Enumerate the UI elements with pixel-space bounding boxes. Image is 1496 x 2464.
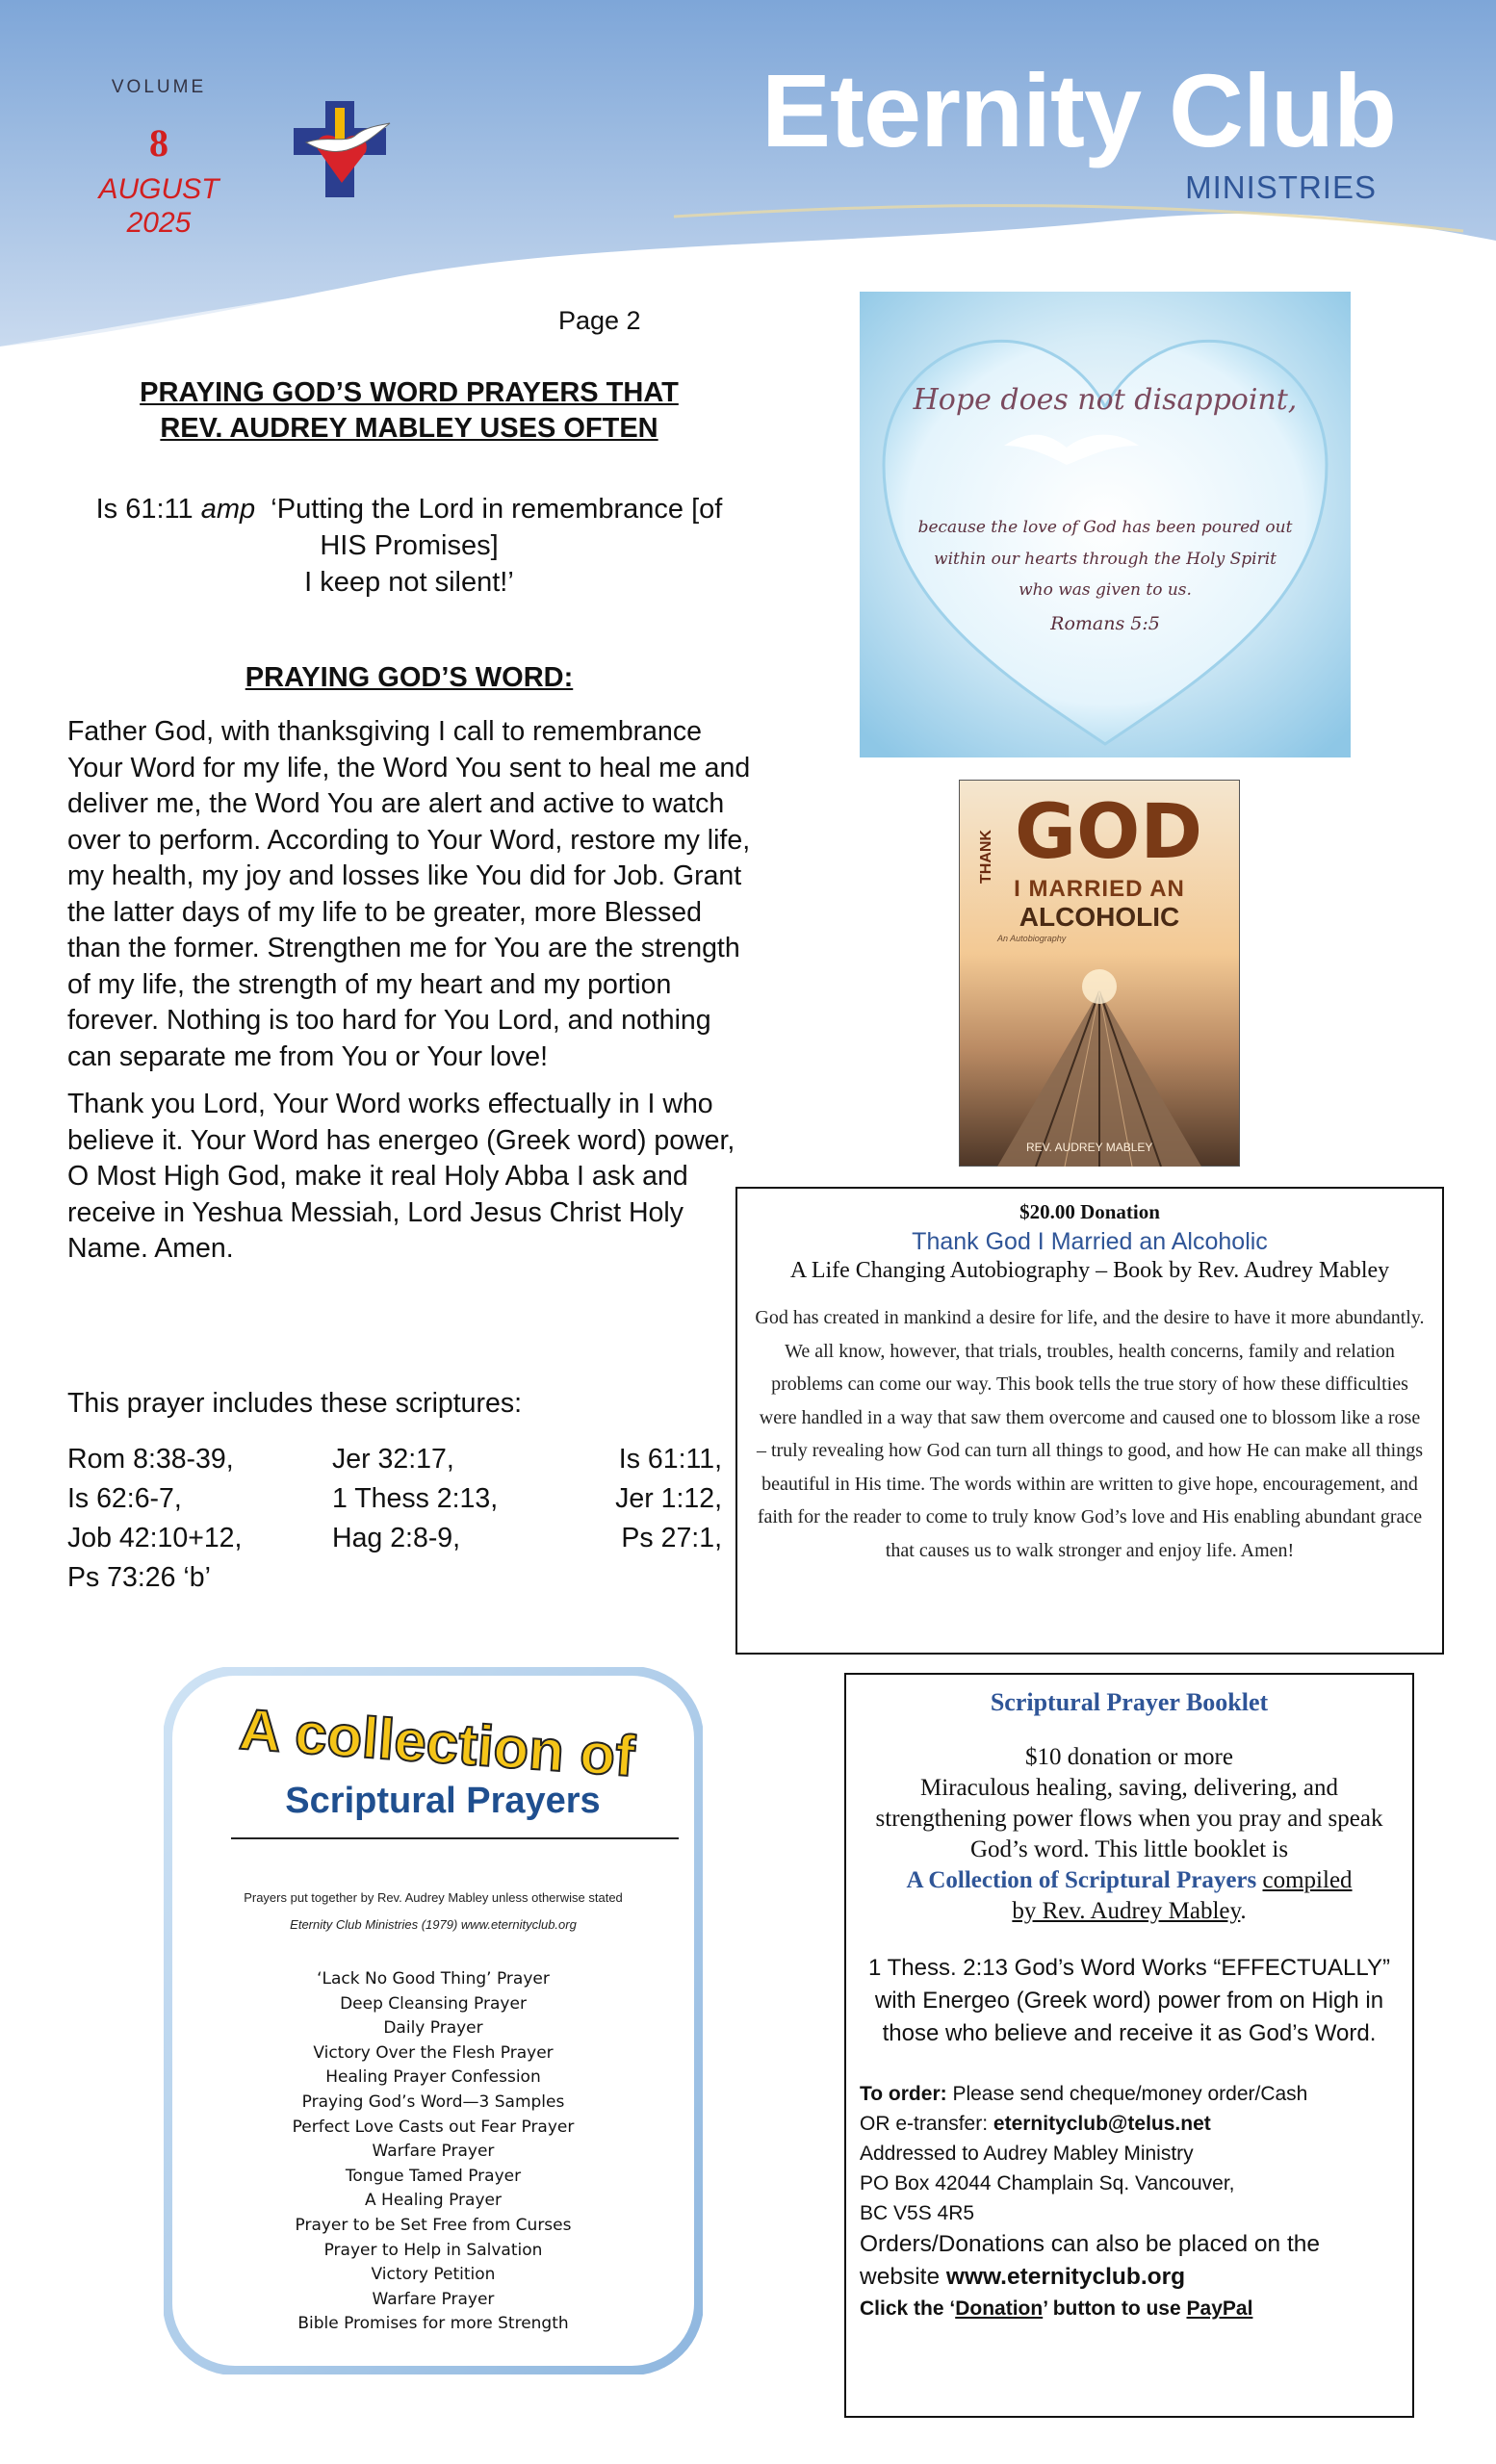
booklet-author: by Rev. Audrey Mabley: [1012, 1898, 1241, 1924]
booklet-by-line: by Rev. Audrey Mabley.: [1012, 1898, 1247, 1924]
donation-description: God has created in mankind a desire for life, and the desire to have it more abundantly. We all know, however, that trials, troubles, health concerns, family and relation problems can come our way. This book tells the true story of how these difficulties were handled in a way that saw them overcome and caused one to blossom like a rose – truly revealing how God can turn all things to good, and how He can make all things beautiful in His time. The words within are written to give hope, encouragement, and faith for the reader to come to truly know God’s love and His enabling abundant grace that causes us to walk stronger and enjoy life. Amen!: [755, 1307, 1425, 1561]
prayer-paragraph-2: Thank you Lord, Your Word works effectually in I who believe it. Your Word has energeo (Greek word) power, O Most High God, make it real Holy Abba I ask and receive in Yeshua Messiah, Lord Jesus Christ Holy Name. Amen.: [67, 1089, 735, 1264]
scripture-ref: Jer 1:12,: [615, 1482, 722, 1514]
prayer-list-item: Warfare Prayer: [372, 2142, 495, 2162]
collection-prayer-list: [193, 1967, 674, 2337]
booklet-verse: 1 Thess. 2:13 God’s Word Works “EFFECTUALLY” with Energeo (Greek word) power from on High in those who believe and receive it as God’s Word.: [868, 1955, 1390, 2046]
heart-line-5: Romans 5:5: [1050, 613, 1160, 634]
book-alcoholic: ALCOHOLIC: [1019, 902, 1180, 932]
order-po-box: PO Box 42044 Champlain Sq. Vancouver,: [860, 2172, 1235, 2194]
donation-book-title: Thank God I Married an Alcoholic: [912, 1228, 1268, 1255]
book-cover-image: [959, 780, 1240, 1167]
opening-verse: [67, 491, 751, 601]
booklet-book-name: A Collection of Scriptural Prayers: [906, 1867, 1257, 1893]
prayer-list-item: Victory Over the Flesh Prayer: [313, 2042, 554, 2063]
verse-line-1: [67, 491, 751, 527]
collection-title-top: A collection of: [237, 1696, 637, 1789]
scriptural-prayers-collection-image: [164, 1667, 703, 2374]
booklet-title: Scriptural Prayer Booklet: [990, 1688, 1269, 1716]
order-text: Please send cheque/money order/Cash: [952, 2083, 1308, 2105]
book-married: I MARRIED AN: [1014, 876, 1185, 902]
booklet-desc-text: Miraculous healing, saving, delivering, and strengthening power flows when you pray and speak God’s word. This little booklet is: [875, 1775, 1383, 1862]
cross-dove-logo-icon: [289, 96, 395, 202]
page-number: Page 2: [558, 306, 641, 335]
prayer-list-item: A Healing Prayer: [365, 2191, 502, 2211]
collection-title-bottom: Scriptural Prayers: [285, 1781, 601, 1821]
prayer-list-item: ‘Lack No Good Thing’ Prayer: [317, 1969, 550, 1989]
scripture-list: [67, 1440, 751, 1598]
scripture-ref: [332, 1558, 597, 1598]
heart-line-3: within our hearts through the Holy Spirit: [934, 550, 1277, 569]
newsletter-title: Eternity Club: [761, 52, 1396, 168]
prayer-list-item: Prayer to be Set Free from Curses: [295, 2215, 572, 2235]
booklet-name-line: [865, 1865, 1393, 1896]
order-addressed: Addressed to Audrey Mabley Ministry: [860, 2143, 1194, 2165]
scripture-ref: Is 61:11,: [618, 1443, 722, 1475]
heart-line-4: who was given to us.: [1019, 580, 1192, 600]
collection-credit-2: Eternity Club Ministries (1979) www.eternityclub.org: [290, 1917, 577, 1932]
scripture-ref: Jer 32:17,: [332, 1443, 454, 1475]
paypal-link[interactable]: PayPal: [1186, 2297, 1253, 2320]
prayer-list-item: Perfect Love Casts out Fear Prayer: [292, 2117, 575, 2137]
scripture-ref: Ps 73:26 ‘b’: [67, 1561, 211, 1593]
heart-line-1: Hope does not disappoint,: [913, 383, 1298, 417]
website-link[interactable]: www.eternityclub.org: [945, 2264, 1186, 2290]
prayer-list-item: Warfare Prayer: [372, 2289, 495, 2309]
collection-credit-1: Prayers put together by Rev. Audrey Mabley unless otherwise stated: [244, 1890, 623, 1905]
prayer-list-item: Tongue Tamed Prayer: [345, 2166, 522, 2186]
website-prefix: website: [860, 2264, 941, 2290]
issue-month: AUGUST: [98, 173, 219, 205]
hope-heart-image: [860, 292, 1351, 757]
heading-line-1: PRAYING GOD’S WORD PRAYERS THAT: [140, 377, 679, 408]
booklet-description: [865, 1742, 1393, 1927]
book-donation-box: [735, 1187, 1444, 1655]
scripture-ref: Is 62:6-7,: [67, 1482, 182, 1514]
scripture-ref: [597, 1558, 722, 1598]
scripture-ref: Job 42:10+12,: [67, 1522, 243, 1553]
online-text: Orders/Donations can also be placed on the: [860, 2231, 1321, 2257]
book-author: REV. AUDREY MABLEY: [1026, 1141, 1153, 1154]
scripture-ref: 1 Thess 2:13,: [332, 1482, 499, 1514]
praying-gods-word-heading: PRAYING GOD’S WORD:: [245, 662, 574, 693]
order-email-link[interactable]: eternityclub@telus.net: [993, 2113, 1211, 2135]
main-heading: [67, 375, 751, 447]
verse-ref: Is 61:11: [95, 494, 193, 525]
verse-line-2: HIS Promises]: [320, 530, 499, 561]
prayer-list-item: Prayer to Help in Salvation: [323, 2240, 543, 2260]
booklet-order-info: [860, 2079, 1399, 2323]
prayer-list-item: Praying God’s Word—3 Samples: [301, 2092, 565, 2112]
newsletter-subtitle: MINISTRIES: [1185, 169, 1377, 205]
booklet-compiled: compiled: [1262, 1867, 1353, 1893]
verse-line-1-rest: ‘Putting the Lord in remembrance [of: [271, 494, 723, 525]
order-label: To order:: [860, 2083, 947, 2105]
prayer-list-item: Daily Prayer: [383, 2018, 483, 2039]
scripture-ref: Ps 27:1,: [621, 1522, 722, 1553]
scripture-ref: Hag 2:8-9,: [332, 1522, 461, 1553]
issue-year: 2025: [126, 207, 192, 239]
book-thank: THANK: [978, 830, 994, 884]
book-god: GOD: [1015, 789, 1203, 876]
donation-book-subtitle: A Life Changing Autobiography – Book by Rev. Audrey Mabley: [789, 1258, 1390, 1283]
donation-button-link[interactable]: Donation: [955, 2297, 1044, 2320]
prayer-paragraph-1: Father God, with thanksgiving I call to remembrance Your Word for my life, the Word You sent to heal me and deliver me, the Word You are alert and active to watch over to perform. According to Your Word, restore my life, my health, my joy and losses like You did for Job. Grant the latter days of my life to be greater, more Blessed than the former. Strengthen me for You are the strength of my life, the strength of my heart and my portion forever. Nothing is too hard for You Lord, and nothing can separate me from You or Your love!: [67, 716, 751, 1072]
verse-line-3: I keep not silent!’: [304, 567, 514, 598]
etransfer-prefix: OR e-transfer:: [860, 2113, 989, 2135]
volume-number: 8: [149, 121, 168, 165]
scripture-intro: This prayer includes these scriptures:: [67, 1388, 523, 1419]
scripture-ref: Rom 8:38-39,: [67, 1443, 234, 1475]
donation-price: $20.00 Donation: [1019, 1200, 1160, 1223]
click-mid: ’ button to use: [1043, 2297, 1181, 2320]
order-postal: BC V5S 4R5: [860, 2202, 975, 2224]
heading-line-2: REV. AUDREY MABLEY USES OFTEN: [160, 413, 658, 444]
prayer-list-item: Deep Cleansing Prayer: [340, 1993, 527, 2014]
booklet-price: $10 donation or more: [1025, 1744, 1233, 1770]
click-prefix: Click the ‘: [860, 2297, 956, 2320]
prayer-list-item: Victory Petition: [371, 2265, 496, 2285]
verse-amp: amp: [200, 494, 256, 525]
prayer-list-item: Healing Prayer Confession: [325, 2067, 541, 2088]
prayer-booklet-box: [844, 1673, 1414, 2418]
book-subtitle: An Autobiography: [997, 934, 1067, 943]
heart-line-2: because the love of God has been poured out: [917, 518, 1293, 537]
volume-label: VOLUME: [111, 77, 207, 97]
prayer-list-item: Bible Promises for more Strength: [297, 2314, 569, 2334]
